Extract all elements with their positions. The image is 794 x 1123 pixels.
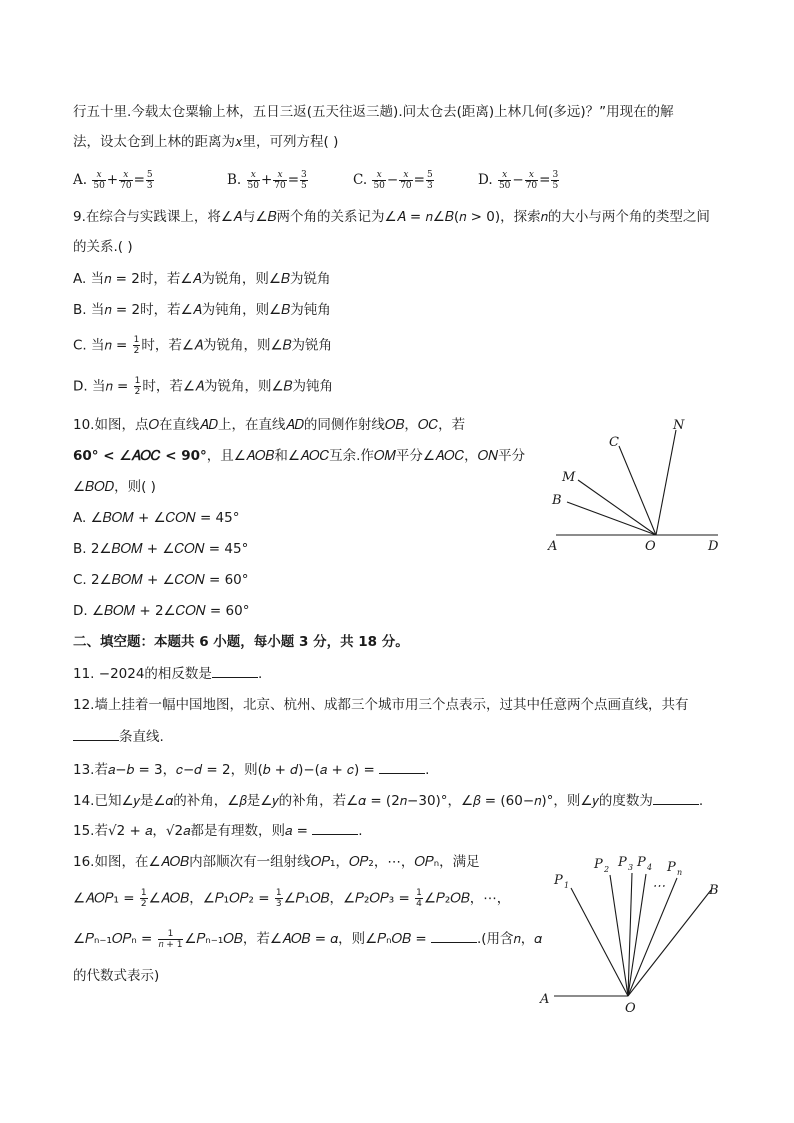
q10-line3: ∠𝐵𝑂𝐷，则( ) — [73, 479, 156, 495]
q9-option-a[interactable]: A. 当𝑛 = 2时，若∠𝐴为锐角，则∠𝐵为锐角 — [73, 271, 331, 287]
q10-line2: 60° < ∠𝐴𝑂𝐶 < 90°，且∠𝐴𝑂𝐵和∠𝐴𝑂𝐶互余.作𝑂𝑀平分∠𝐴𝑂𝐶，𝑂𝑁平分 — [73, 448, 526, 464]
label-o: O — [645, 539, 656, 554]
q9-line1: 9.在综合与实践课上，将∠𝐴与∠𝐵两个角的关系记为∠𝐴 = 𝑛∠𝐵(𝑛 > 0)，探索𝑛的大小与两个角的类型之间 — [73, 209, 710, 225]
label-b: B — [552, 493, 562, 508]
ray-ob — [567, 502, 656, 535]
q15: 15.若√2 + 𝑎，√2𝑎都是有理数，则𝑎 = . — [73, 820, 362, 841]
q12-line1: 12.墙上挂着一幅中国地图，北京、杭州、成都三个城市用三个点表示，过其中任意两个点画直线，共有 — [73, 697, 689, 713]
ray-op3 — [628, 873, 632, 996]
q14: 14.已知∠𝑦是∠𝛼的补角，∠𝛽是∠𝑦的补角，若∠𝛼 = (2𝑛−30)°，∠𝛽 = (60−𝑛)°，则∠𝑦的度数为 . — [73, 790, 703, 811]
q10-option-b[interactable]: B. 2∠𝐵𝑂𝑀 + ∠𝐶𝑂𝑁 = 45° — [73, 541, 249, 557]
label-p2: P — [594, 857, 603, 872]
q9-option-b[interactable]: B. 当𝑛 = 2时，若∠𝐴为钝角，则∠𝐵为钝角 — [73, 302, 331, 318]
q13-answer-blank[interactable] — [379, 759, 425, 774]
label-d: D — [708, 539, 719, 554]
q9-line2: 的关系.( ) — [73, 239, 133, 255]
q16-line3: ∠𝑃ₙ₋₁𝑂𝑃ₙ = $\frac{1}{\text{𝑛 + 1}}$ ∠𝑃ₙ₋₁𝑂𝐵，若∠𝐴𝑂𝐵 = 𝛼，则∠𝑃ₙ𝑂𝐵 = .(用含𝑛，𝛼 — [73, 928, 543, 950]
label-n: N — [673, 418, 685, 433]
q11-answer-blank[interactable] — [212, 663, 258, 678]
label-p1: P — [554, 873, 563, 888]
q8-option-b[interactable]: B. $\frac{\text{𝑥}}{50}$ + $\frac{\text{𝑥}}{70}$ = $\frac{3}{5}$ — [227, 170, 307, 191]
label-m: M — [562, 470, 576, 485]
label-p3: P — [618, 855, 627, 870]
ray-on — [656, 430, 676, 535]
q10-option-d[interactable]: D. ∠𝐵𝑂𝑀 + 2∠𝐶𝑂𝑁 = 60° — [73, 603, 250, 619]
q10-option-a[interactable]: A. ∠𝐵𝑂𝑀 + ∠𝐶𝑂𝑁 = 45° — [73, 510, 240, 526]
q16-line4: 的代数式表示) — [73, 968, 160, 984]
label-pn: P — [667, 860, 676, 875]
q12-line2: 条直线. — [73, 726, 164, 747]
label-p2-sub: 2 — [604, 865, 610, 874]
label-b: B — [709, 883, 719, 898]
label-dots: ⋯ — [652, 879, 665, 894]
q16-line2: ∠𝐴𝑂𝑃₁ = $\frac{1}{2}$ ∠𝐴𝑂𝐵，∠𝑃₁𝑂𝑃₂ = $\frac{1}{3}$ ∠𝑃₁𝑂𝐵，∠𝑃₂𝑂𝑃₃ = $\frac{1}{4}$ ∠𝑃₂𝑂𝐵，⋯， — [73, 888, 511, 909]
q9-option-d[interactable]: D. 当𝑛 = $\frac{1}{2}$ 时，若∠𝐴为锐角，则∠𝐵为钝角 — [73, 376, 334, 397]
label-p3-sub: 3 — [628, 863, 634, 872]
section-heading: 二、填空题：本题共 6 小题，每小题 3 分，共 18 分。 — [73, 634, 409, 650]
ray-op4 — [628, 874, 646, 996]
label-pn-sub: n — [677, 868, 683, 877]
label-p4-sub: 4 — [647, 863, 653, 872]
label-o: O — [625, 1001, 636, 1016]
q10-line1: 10.如图，点𝑂在直线𝐴𝐷上，在直线𝐴𝐷的同侧作射线𝑂𝐵，𝑂𝐶，若 — [73, 417, 466, 433]
q9-option-c[interactable]: C. 当𝑛 = $\frac{1}{2}$ 时，若∠𝐴为锐角，则∠𝐵为锐角 — [73, 335, 333, 356]
q8-option-d[interactable]: D. $\frac{\text{𝑥}}{50}$ − $\frac{\text{𝑥}}{70}$ = $\frac{3}{5}$ — [478, 170, 559, 191]
q10-option-c[interactable]: C. 2∠𝐵𝑂𝑀 + ∠𝐶𝑂𝑁 = 60° — [73, 572, 249, 588]
ray-opn — [628, 878, 677, 996]
label-a: A — [548, 539, 558, 554]
label-p1-sub: 1 — [564, 881, 570, 890]
q12-answer-blank[interactable] — [73, 726, 119, 741]
q8-line1: 行五十里.今载太仓粟输上林，五日三返(五天往返三趟).问太仓去(距离)上林几何(多远)？”用现在的解 — [73, 104, 674, 120]
q10-condition: 60° < ∠𝐴𝑂𝐶 < 90° — [73, 448, 207, 464]
label-c: C — [609, 435, 619, 450]
label-p4: P — [637, 855, 646, 870]
q15-answer-blank[interactable] — [312, 820, 358, 835]
q13: 13.若𝑎−𝑏 = 3，𝑐−𝑑 = 2，则(𝑏 + 𝑑)−(𝑎 + 𝑐) = . — [73, 759, 429, 780]
q14-answer-blank[interactable] — [653, 790, 699, 805]
label-a: A — [540, 992, 550, 1007]
q8-option-c[interactable]: C. $\frac{\text{𝑥}}{50}$ − $\frac{\text{𝑥}}{70}$ = $\frac{5}{3}$ — [353, 170, 433, 191]
q10-figure — [540, 410, 730, 560]
q16-line1: 16.如图，在∠𝐴𝑂𝐵内部顺次有一组射线𝑂𝑃₁，𝑂𝑃₂，⋯，𝑂𝑃ₙ，满足 — [73, 854, 480, 870]
q16-figure — [536, 848, 736, 1018]
q11: 11. −2024的相反数是 . — [73, 663, 262, 684]
q16-answer-blank[interactable] — [431, 928, 477, 943]
ray-ob — [628, 890, 711, 996]
q8-line2: 法，设太仓到上林的距离为𝑥里，可列方程( ) — [73, 134, 339, 150]
q8-option-a[interactable]: A. $\frac{\text{𝑥}}{50}$ + $\frac{\text{𝑥}}{70}$ = $\frac{5}{3}$ — [73, 170, 153, 191]
